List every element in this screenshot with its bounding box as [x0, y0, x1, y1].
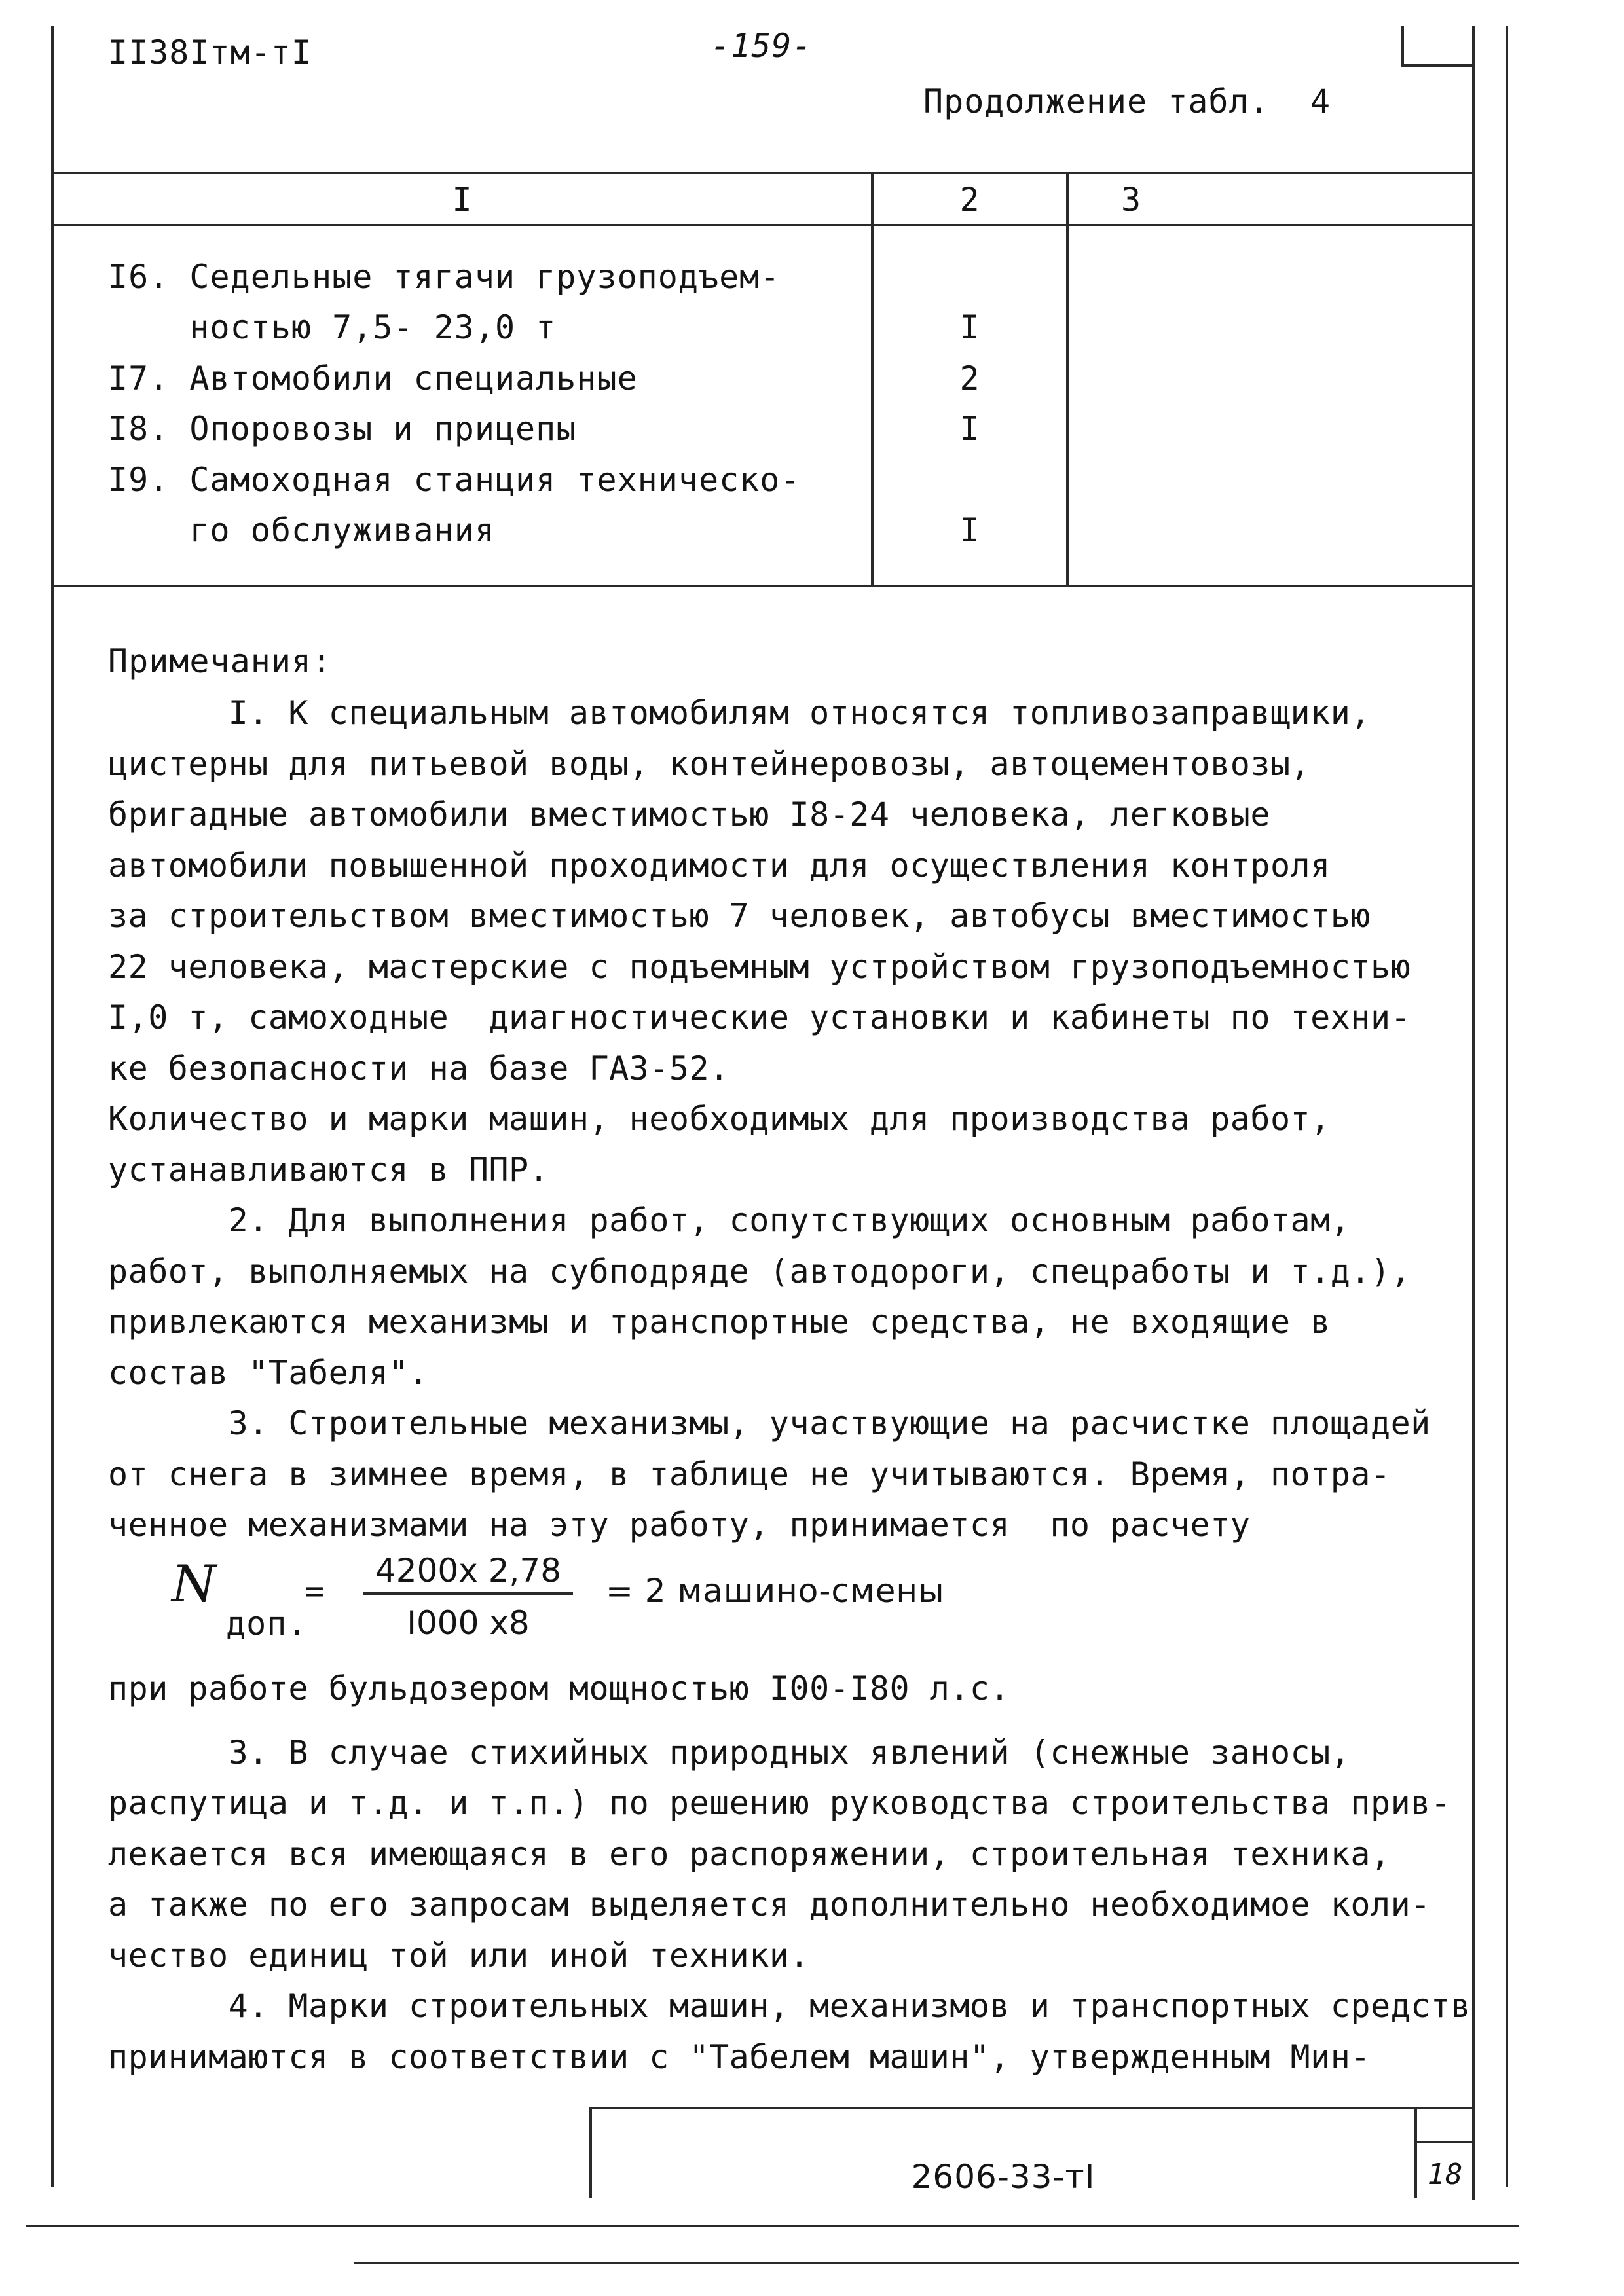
- table-top-border: [52, 172, 1473, 174]
- note-line: I,0 т, самоходные диагностические установки и кабинеты по техни-: [108, 998, 1411, 1036]
- formula-fraction-bar: [363, 1592, 573, 1595]
- table-row-text: I7. Автомобили специальные: [108, 359, 638, 397]
- table-row-text: I9. Самоходная станция техническо-: [108, 461, 801, 499]
- document-code: II38Iтм-тI: [108, 33, 312, 71]
- table-header-bottom-border: [52, 224, 1473, 226]
- note-line: принимаются в соответствии с "Табелем машин", утвержденным Мин-: [108, 2038, 1371, 2076]
- note-line: состав "Табеля".: [108, 1354, 429, 1392]
- table-bottom-border: [52, 585, 1473, 587]
- frame-corner-stamp-base: [1401, 64, 1473, 67]
- note-line: автомобили повышенной проходимости для осуществления контроля: [108, 847, 1331, 884]
- note-line: 3. Строительные механизмы, участвующие на расчистке площадей: [108, 1404, 1431, 1442]
- bottom-rule-2: [354, 2262, 1519, 2264]
- formula-subscript: доп.: [226, 1605, 308, 1643]
- note-line: I. К специальным автомобилям относятся топливозаправщики,: [108, 694, 1371, 732]
- note-line: а также по его запросам выделяется дополнительно необходимое коли-: [108, 1886, 1431, 1923]
- note-line: лекается вся имеющаяся в его распоряжении, строительная техника,: [108, 1835, 1391, 1873]
- note-line: за строительством вместимостью 7 человек, автобусы вместимостью: [108, 897, 1371, 935]
- formula-equals: =: [304, 1572, 325, 1610]
- formula-numerator: 4200х 2,78: [375, 1552, 562, 1590]
- table-row-value: I: [959, 308, 980, 346]
- note-line: устанавливаются в ППР.: [108, 1151, 549, 1189]
- page-number: -159-: [710, 27, 813, 65]
- formula-symbol: N: [172, 1555, 217, 1614]
- bottom-rule: [26, 2225, 1519, 2227]
- table-row-text: I8. Опоровозы и прицепы: [108, 410, 577, 448]
- note-line: при работе бульдозером мощностью I00-I80 л.с.: [108, 1669, 1010, 1707]
- note-line: 3. В случае стихийных природных явлений (снежные заносы,: [108, 1734, 1351, 1772]
- frame-right-border: [1472, 26, 1475, 2200]
- table-row-value: I: [959, 410, 980, 448]
- table-row-text: го обслуживания: [108, 511, 495, 549]
- note-line: ке безопасности на базе ГАЗ-52.: [108, 1049, 729, 1087]
- frame-right-outer: [1506, 26, 1508, 2187]
- table-row-text: I6. Седельные тягачи грузоподъем-: [108, 258, 781, 296]
- title-block-top: [589, 2107, 1473, 2109]
- note-line: Количество и марки машин, необходимых для производства работ,: [108, 1100, 1331, 1138]
- title-block-sheet-rule: [1414, 2141, 1473, 2143]
- table-header-col-2: 2: [959, 181, 980, 219]
- table-continuation-label: Продолжение табл. 4: [923, 82, 1331, 120]
- note-line: 2. Для выполнения работ, сопутствующих основным работам,: [108, 1201, 1351, 1239]
- table-row-value: 2: [959, 359, 980, 397]
- table-col-divider-2: [1066, 172, 1069, 586]
- table-header-col-1: I: [452, 181, 473, 219]
- note-line: чество единиц той или иной техники.: [108, 1937, 810, 1975]
- note-line: привлекаются механизмы и транспортные средства, не входящие в: [108, 1303, 1331, 1341]
- notes-heading: Примечания:: [108, 642, 333, 680]
- note-line: от снега в зимнее время, в таблице не учитываются. Время, потра-: [108, 1455, 1391, 1493]
- note-line: цистерны для питьевой воды, контейнеровозы, автоцементовозы,: [108, 745, 1311, 783]
- table-header-col-3: 3: [1121, 181, 1142, 219]
- footer-document-code: 2606-33-тI: [911, 2158, 1096, 2196]
- formula-denominator: I000 х8: [407, 1604, 530, 1642]
- footer-sheet-number: 18: [1427, 2158, 1464, 2191]
- frame-corner-stamp: [1401, 26, 1404, 65]
- note-line: 22 человека, мастерские с подъемным устройством грузоподъемностью: [108, 948, 1411, 986]
- note-line: ченное механизмами на эту работу, принимается по расчету: [108, 1506, 1251, 1544]
- note-line: 4. Марки строительных машин, механизмов и транспортных средств: [108, 1987, 1471, 2025]
- frame-left-border: [51, 26, 54, 2187]
- formula-result: = 2 машино-смены: [606, 1572, 945, 1610]
- note-line: работ, выполняемых на субподряде (автодороги, спецработы и т.д.),: [108, 1252, 1411, 1290]
- table-row-value: I: [959, 511, 980, 549]
- note-line: распутица и т.д. и т.п.) по решению руководства строительства прив-: [108, 1784, 1451, 1822]
- table-row-text: ностью 7,5- 23,0 т: [108, 308, 557, 346]
- note-line: бригадные автомобили вместимостью I8-24 человека, легковые: [108, 795, 1270, 833]
